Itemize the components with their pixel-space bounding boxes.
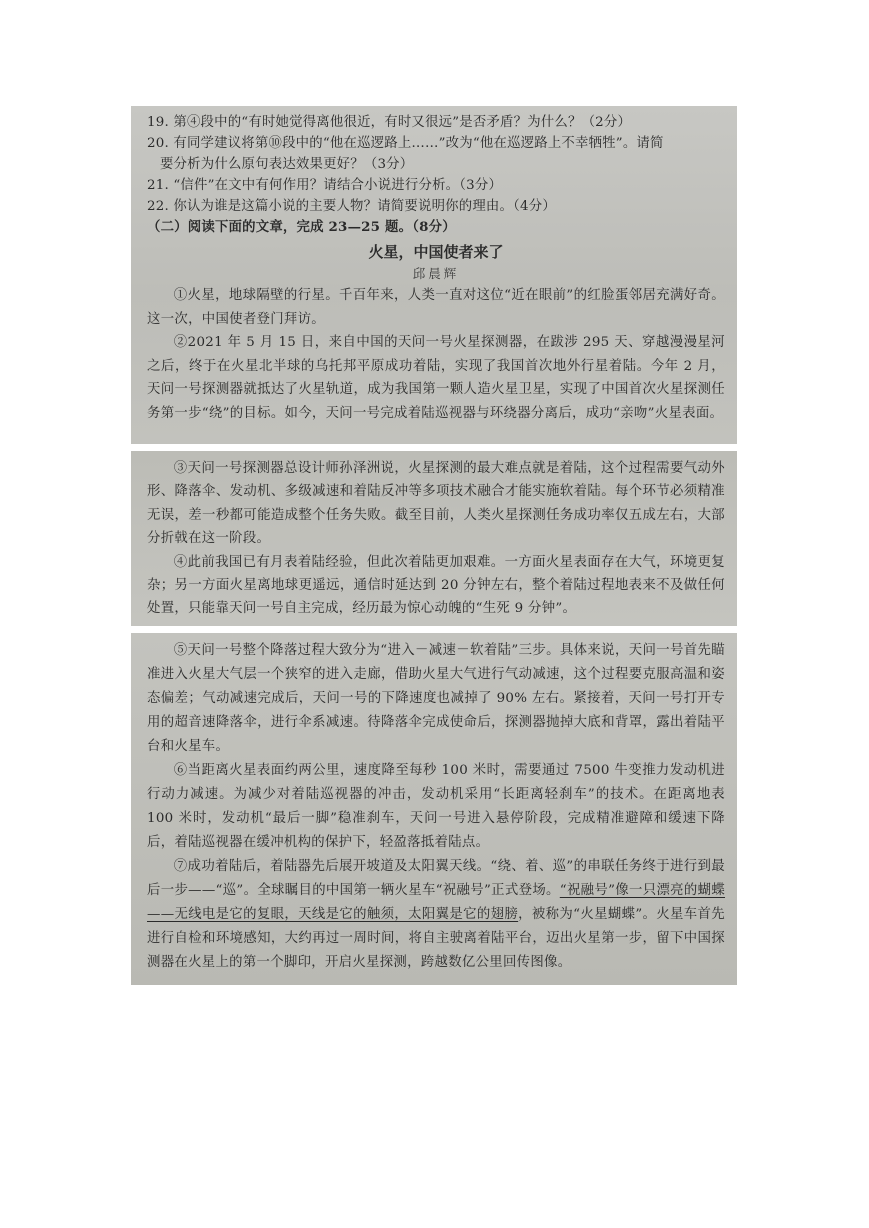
question-20-continued: 要分析为什么原句表达效果更好？（3分） — [160, 157, 414, 172]
paragraph-6: ⑥当距离火星表面约两公里，速度降至每秒 100 米时，需要通过 7500 牛变推力发动机进行动力减速。为减少对着陆巡视器的冲击，发动机采用“长距离轻刹车”的技术。在距离地表 100 米时，发动机“最后一脚”稳准刹车，天问一号进入悬停阶段，完成精准避障和缓速下降后，着陆巡视器在缓冲机构的保护下，轻盈落抵着陆点。 — [147, 763, 725, 850]
article-author: 邱晨辉 — [412, 266, 460, 281]
photo-segment-1 — [131, 106, 737, 444]
question-19: 19. 第④段中的“有时她觉得离他很近，有时又很远”是否矛盾？为什么？（2分） — [147, 115, 632, 130]
question-22: 22. 你认为谁是这篇小说的主要人物？请简要说明你的理由。（4分） — [147, 199, 556, 214]
question-21: 21. “信件”在文中有何作用？请结合小说进行分析。（3分） — [147, 178, 503, 193]
photo-segment-2 — [131, 451, 737, 626]
paragraph-7-text: ⑦成功着陆后，着陆器先后展开坡道及太阳翼天线。“绕、着、巡”的串联任务终于进行到最后一步——“巡”。全球瞩目的中国第一辆火星车“祝融号”正式登场。 — [147, 859, 725, 898]
section-heading: （二）阅读下面的文章，完成 23—25 题。（8分） — [147, 219, 456, 235]
paragraph-2: ②2021 年 5 月 15 日，来自中国的天问一号火星探测器，在跋涉 295 天、穿越漫漫星河之后，终于在火星北半球的乌托邦平原成功着陆，实现了我国首次地外行星着陆。今年 2 月，天问一号探测器就抵达了火星轨道，成为我国第一颗人造火星卫星，实现了中国首次火星探测任务第一步“绕”的目标。如今，天问一号完成着陆巡视器与环绕器分离后，成功“亲吻”火星表面。 — [147, 335, 725, 421]
article-title: 火星，中国使者来了 — [368, 243, 504, 261]
paragraph-5: ⑤天问一号整个降落过程大致分为“进入－减速－软着陆”三步。具体来说，天问一号首先瞄准进入火星大气层一个狭窄的进入走廊，借助火星大气进行气动减速，这个过程要克服高温和姿态偏差；气动减速完成后，天问一号的下降速度也减掉了 90% 左右。紧接着，天问一号打开专用的超音速降落伞，进行伞系减速。待降落伞完成使命后，探测器抛掉大底和背罩，露出着陆平台和火星车。 — [147, 643, 725, 754]
paragraph-1: ①火星，地球隔壁的行星。千百年来，人类一直对这位“近在眼前”的红脸蛋邻居充满好奇。这一次，中国使者登门拜访。 — [147, 288, 725, 327]
underlined-sentence: “祝融号”像一只漂亮的蝴蝶——无线电是它的复眼，天线是它的触须，太阳翼是它的翅膀 — [147, 883, 726, 922]
photo-segment-3 — [131, 633, 737, 985]
paragraph-4: ④此前我国已有月表着陆经验，但此次着陆更加艰难。一方面火星表面存在大气，环境更复杂；另一方面火星离地球更遥远，通信时延达到 20 分钟左右，整个着陆过程地表来不及做任何处置，只能靠天问一号自主完成，经历最为惊心动魄的“生死 9 分钟”。 — [147, 554, 725, 617]
paragraph-7-text-end: ，被称为“火星蝴蝶”。火星车首先进行自检和环境感知，大约再过一周时间，将自主驶离着陆平台，迈出火星第一步，留下中国探测器在火星上的第一个脚印，开启火星探测，跨越数亿公里回传图像。 — [147, 907, 725, 970]
paragraph-7 — [147, 855, 725, 975]
question-20: 20. 有同学建议将第⑩段中的“他在巡逻路上……”改为“他在巡逻路上不幸牺牲”。请简 — [147, 136, 664, 151]
paragraph-3: ③天问一号探测器总设计师孙泽洲说，火星探测的最大难点就是着陆，这个过程需要气动外形、降落伞、发动机、多级减速和着陆反冲等多项技术融合才能实施软着陆。每个环节必须精准无误，差一秒都可能造成整个任务失败。截至目前，人类火星探测任务成功率仅五成左右，大部分折戟在这一阶段。 — [147, 461, 725, 547]
